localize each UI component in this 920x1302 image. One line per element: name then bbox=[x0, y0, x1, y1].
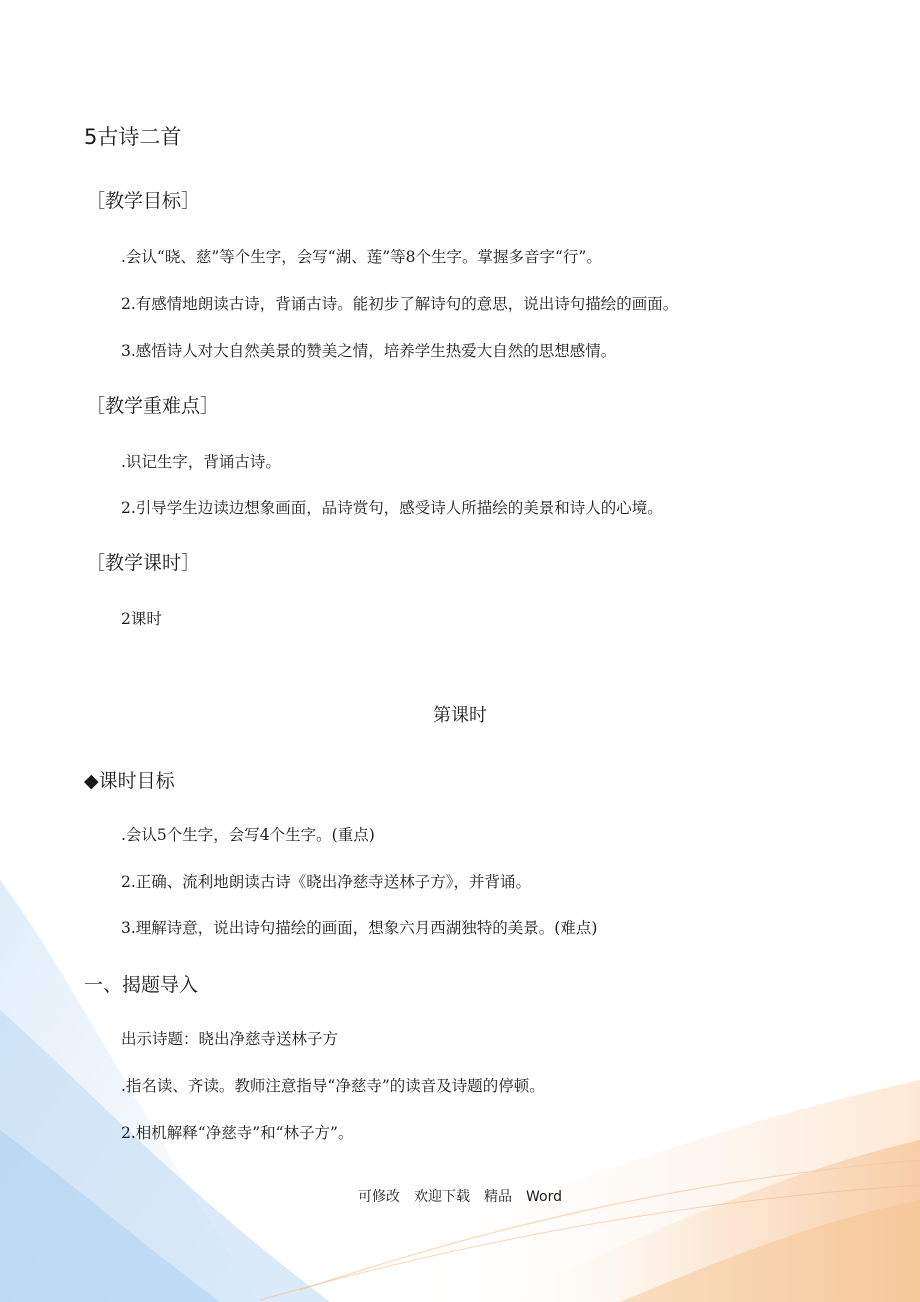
lesson-goals-heading: ◆课时目标 bbox=[84, 770, 175, 792]
lesson-goal-item-3: 3.理解诗意，说出诗句描绘的画面，想象六月西湖独特的美景。(难点) bbox=[121, 919, 598, 937]
section-heading-teaching-goals: ［教学目标］ bbox=[86, 190, 201, 212]
lesson-goal-item-1: .会认5个生字，会写4个生字。(重点) bbox=[121, 826, 375, 844]
key-point-item-1: .识记生字，背诵古诗。 bbox=[121, 453, 281, 471]
periods-text: 2课时 bbox=[121, 610, 162, 628]
lesson-goal-item-2: 2.正确、流利地朗读古诗《晓出净慈寺送林子方》，并背诵。 bbox=[121, 873, 532, 891]
page-footer: 可修改 欢迎下载 精品 Word bbox=[358, 1189, 562, 1205]
section-heading-key-points: ［教学重难点］ bbox=[86, 395, 220, 417]
section-heading-periods: ［教学课时］ bbox=[86, 552, 201, 574]
lesson-heading: 第课时 bbox=[433, 705, 487, 726]
goal-item-1: .会认“晓、慈”等个生字，会写“湖、莲”等8个生字。掌握多音字“行”。 bbox=[121, 248, 602, 266]
part1-item-3: 2.相机解释“净慈寺”和“林子方”。 bbox=[121, 1124, 354, 1142]
goal-item-3: 3.感悟诗人对大自然美景的赞美之情，培养学生热爱大自然的思想感情。 bbox=[121, 342, 617, 360]
part1-item-2: .指名读、齐读。教师注意指导“净慈寺”的读音及诗题的停顿。 bbox=[121, 1077, 545, 1095]
goal-item-2: 2.有感情地朗读古诗，背诵古诗。能初步了解诗句的意思，说出诗句描绘的画面。 bbox=[121, 295, 679, 313]
part1-heading: 一、揭题导入 bbox=[84, 974, 199, 996]
part1-item-1: 出示诗题：晓出净慈寺送林子方 bbox=[121, 1030, 339, 1048]
document-title: 5古诗二首 bbox=[84, 125, 182, 149]
key-point-item-2: 2.引导学生边读边想象画面，品诗赏句，感受诗人所描绘的美景和诗人的心境。 bbox=[121, 499, 663, 517]
